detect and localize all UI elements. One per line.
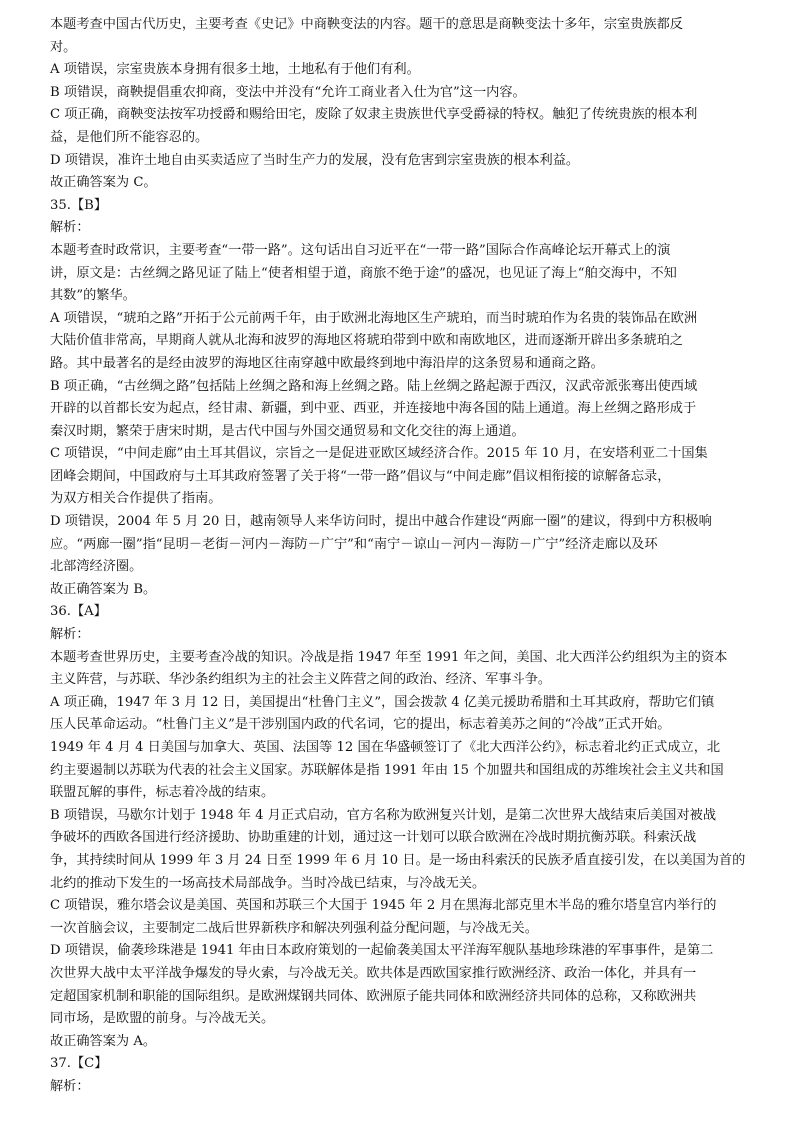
analysis-label: 解析：: [50, 1078, 90, 1094]
option-c-explanation: C 项正确，商鞅变法按军功授爵和赐给田宅，废除了奴隶主贵族世代享受爵禄的特权。触犯了传统贵族的根本利: [50, 107, 698, 123]
text-line: 其数”的繁华。: [50, 288, 136, 304]
text-line: 本题考查世界历史，主要考查冷战的知识。冷战是指 1947 年至 1991 年之间，美国、北大西洋公约组织为主的资本: [50, 649, 728, 665]
text-line: 联盟瓦解的事件，标志着冷战的结束。: [50, 785, 275, 801]
text-line: 主义阵营，与苏联、华沙条约组织为主的社会主义阵营之间的政治、经济、军事斗争。: [50, 672, 552, 688]
text-line: 大陆价值非常高，早期商人就从北海和波罗的海地区将琥珀带到中欧和南欧地区，进而逐渐开辟出多条琥珀之: [50, 333, 683, 349]
text-line: 一次首脑会议，主要制定二战后世界新秩序和解决列强利益分配问题，与冷战无关。: [50, 920, 538, 936]
analysis-label: 解析：: [50, 220, 90, 236]
text-line: 1949 年 4 月 4 日美国与加拿大、英国、法国等 12 国在华盛顿签订了《北大西洋公约》，标志着北约正式成立，北: [50, 740, 721, 755]
text-line: 约主要遏制以苏联为代表的社会主义国家。苏联解体是指 1991 年由 15 个加盟共和国组成的苏维埃社会主义共和国: [50, 762, 724, 778]
text-line: 压人民革命运动。“杜鲁门主义”是干涉别国内政的代名词，它的提出，标志着美苏之间的“冷战”正式开始。: [50, 717, 671, 733]
text-line: 路。其中最著名的是经由波罗的海地区往南穿越中欧最终到地中海沿岸的这条贸易和通商之路。: [50, 355, 604, 371]
analysis-label: 解析：: [50, 627, 90, 643]
text-line: 团峰会期间，中国政府与土耳其政府签署了关于将“一带一路”倡议与“中间走廊”倡议相衔接的谅解备忘录，: [50, 468, 671, 484]
option-a-explanation: A 项错误，宗室贵族本身拥有很多土地，土地私有于他们有利。: [50, 62, 420, 78]
option-a-explanation: A 项正确，1947 年 3 月 12 日，美国提出“杜鲁门主义”，国会拨款 4 亿美元援助希腊和土耳其政府，帮助它们镇: [50, 694, 715, 710]
text-line: 争，其持续时间从 1999 年 3 月 24 日至 1999 年 6 月 10 日。是一场由科索沃的民族矛盾直接引发，在以美国为首的: [50, 852, 746, 868]
q34-analysis: [50, 14, 750, 195]
text-line: 北约的推动下发生的一场高技术局部战争。当时冷战已结束，与冷战无关。: [50, 875, 486, 891]
option-c-explanation: C 项错误，雅尔塔会议是美国、英国和苏联三个大国于 1945 年 2 月在黑海北部克里木半岛的雅尔塔皇宫内举行的: [50, 898, 717, 914]
question-number: 36.【A】: [50, 604, 107, 620]
text-line: 本题考查时政常识，主要考查“一带一路”。这句话出自习近平在“一带一路”国际合作高峰论坛开幕式上的演: [50, 242, 671, 258]
text-line: 定超国家机制和职能的国际组织。是欧洲煤钢共同体、欧洲原子能共同体和欧洲经济共同体的总称，又称欧洲共: [50, 988, 697, 1004]
answer-conclusion: 故正确答案为 A。: [50, 1033, 157, 1049]
text-line: 应。“两廊一圈”指“昆明－老街－河内－海防－广宁”和“南宁－谅山－河内－海防－广宁”经济走廊以及环: [50, 536, 658, 552]
q35-section: [50, 195, 750, 602]
text-line: 秦汉时期，繁荣于唐宋时期，是古代中国与外国交通贸易和文化交往的海上通道。: [50, 423, 525, 439]
option-b-explanation: B 项错误，马歇尔计划于 1948 年 4 月正式启动，官方名称为欧洲复兴计划，是第二次世界大战结束后美国对被战: [50, 807, 717, 823]
option-d-explanation: D 项错误，偷袭珍珠港是 1941 年由日本政府策划的一起偷袭美国太平洋海军舰队基地珍珠港的军事事件，是第二: [50, 943, 714, 959]
option-d-explanation: D 项错误，准许土地自由买卖适应了当时生产力的发展，没有危害到宗室贵族的根本利益。: [50, 152, 580, 168]
q36-section: [50, 601, 750, 1053]
question-number: 35.【B】: [50, 197, 108, 213]
option-a-explanation: A 项错误，“琥珀之路”开拓于公元前两千年，由于欧洲北海地区生产琥珀，而当时琥珀作为名贵的装饰品在欧洲: [50, 310, 698, 326]
answer-conclusion: 故正确答案为 C。: [50, 175, 157, 191]
question-number: 37.【C】: [50, 1056, 108, 1072]
text-line: 开辟的以首都长安为起点，经甘肃、新疆，到中亚、西亚，并连接地中海各国的陆上通道。海上丝绸之路形成于: [50, 401, 697, 417]
text-line: 为双方相关合作提供了指南。: [50, 491, 222, 507]
option-c-explanation: C 项错误，“中间走廊”由土耳其倡议，宗旨之一是促进亚欧区域经济合作。2015 年 10 月，在安塔利亚二十国集: [50, 446, 708, 462]
text-line: 本题考查中国古代历史，主要考查《史记》中商鞅变法的内容。题干的意思是商鞅变法十多年，宗室贵族都反: [50, 17, 683, 32]
text-line: 争破坏的西欧各国进行经济援助、协助重建的计划，通过这一计划可以联合欧洲在冷战时期抗衡苏联。科索沃战: [50, 830, 697, 846]
answer-conclusion: 故正确答案为 B。: [50, 581, 157, 597]
q37-section: [50, 1053, 750, 1098]
option-b-explanation: B 项错误，商鞅提倡重农抑商，变法中并没有“允许工商业者入仕为官”这一内容。: [50, 84, 526, 100]
text-line: 次世界大战中太平洋战争爆发的导火索，与冷战无关。欧共体是西欧国家推行欧洲经济、政治一体化，并具有一: [50, 965, 697, 981]
text-line: 同市场，是欧盟的前身。与冷战无关。: [50, 1011, 275, 1027]
text-line: 讲，原文是：古丝绸之路见证了陆上“使者相望于道，商旅不绝于途”的盛况，也见证了海上“舶交海中，不知: [50, 265, 677, 281]
option-b-explanation: B 项正确，“古丝绸之路”包括陆上丝绸之路和海上丝绸之路。陆上丝绸之路起源于西汉，汉武帝派张骞出使西域: [50, 378, 698, 394]
text-line: 北部湾经济圈。: [50, 559, 143, 575]
text-line: 对。: [50, 39, 77, 55]
option-d-explanation: D 项错误，2004 年 5 月 20 日，越南领导人来华访问时，提出中越合作建设“两廊一圈”的建议，得到中方积极响: [50, 514, 712, 530]
text-line: 益，是他们所不能容忍的。: [50, 129, 209, 145]
